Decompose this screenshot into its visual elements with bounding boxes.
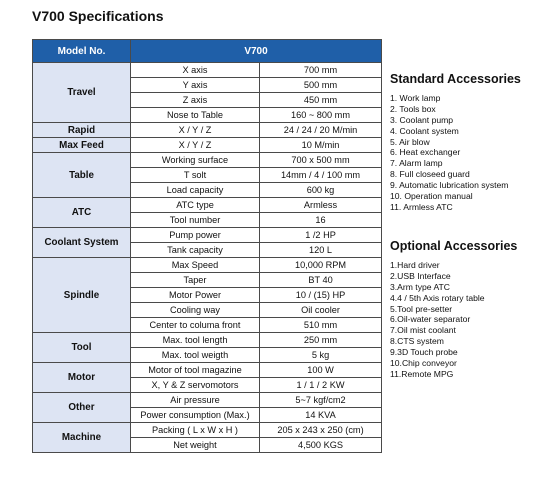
spec-value-cell: 600 kg <box>260 183 382 198</box>
table-row <box>33 258 382 273</box>
spec-item-cell: Center to columa front <box>131 318 260 333</box>
spec-item-cell: X / Y / Z <box>131 123 260 138</box>
table-row <box>33 423 382 438</box>
table-row <box>33 198 382 213</box>
spec-value-cell: 700 x 500 mm <box>260 153 382 168</box>
spec-value-cell: 100 W <box>260 363 382 378</box>
list-item: 8.CTS system <box>390 336 444 347</box>
category-cell: Machine <box>33 423 131 453</box>
spec-value-cell: 250 mm <box>260 333 382 348</box>
table-header-row <box>33 40 382 63</box>
spec-value-cell: 120 L <box>260 243 382 258</box>
list-item: 10.Chip conveyor <box>390 358 457 369</box>
spec-value-cell: 14 KVA <box>260 408 382 423</box>
category-cell: Motor <box>33 363 131 393</box>
spec-item-cell: Tool number <box>131 213 260 228</box>
spec-value-cell: Armless <box>260 198 382 213</box>
list-item: 5.Tool pre-setter <box>390 303 453 314</box>
list-item: 1.Hard driver <box>390 259 440 270</box>
spec-value-cell: 10 M/min <box>260 138 382 153</box>
list-item: 7. Alarm lamp <box>390 158 443 169</box>
list-item: 1. Work lamp <box>390 92 441 103</box>
spec-value-cell: 4,500 KGS <box>260 438 382 453</box>
list-item: 10. Operation manual <box>390 191 473 202</box>
optional-accessories-heading: Optional Accessories <box>390 239 518 253</box>
spec-value-cell: 160 ~ 800 mm <box>260 108 382 123</box>
spec-item-cell: Tank capacity <box>131 243 260 258</box>
list-item: 6.Oil-water separator <box>390 314 471 325</box>
category-cell: Other <box>33 393 131 423</box>
spec-value-cell: 14mm / 4 / 100 mm <box>260 168 382 183</box>
list-item: 9.3D Touch probe <box>390 347 458 358</box>
table-row <box>33 63 382 78</box>
table-row <box>33 138 382 153</box>
spec-item-cell: Motor Power <box>131 288 260 303</box>
spec-value-cell: 510 mm <box>260 318 382 333</box>
spec-item-cell: X, Y & Z servomotors <box>131 378 260 393</box>
spec-value-cell: 24 / 24 / 20 M/min <box>260 123 382 138</box>
standard-accessories-section <box>390 74 521 213</box>
category-cell: Max Feed <box>33 138 131 153</box>
list-item: 2.USB Interface <box>390 270 451 281</box>
spec-item-cell: T solt <box>131 168 260 183</box>
standard-accessories-list <box>390 93 521 213</box>
category-cell: Table <box>33 153 131 198</box>
category-cell: Coolant System <box>33 228 131 258</box>
spec-item-cell: Nose to Table <box>131 108 260 123</box>
spec-value-cell: 16 <box>260 213 382 228</box>
spec-value-cell: 500 mm <box>260 78 382 93</box>
list-item: 7.Oil mist coolant <box>390 325 456 336</box>
spec-value-cell: 700 mm <box>260 63 382 78</box>
standard-accessories-heading: Standard Accessories <box>390 72 521 86</box>
list-item: 11. Armless ATC <box>390 201 453 212</box>
spec-value-cell: 1 / 1 / 2 KW <box>260 378 382 393</box>
spec-item-cell: Taper <box>131 273 260 288</box>
spec-value-cell: 450 mm <box>260 93 382 108</box>
spec-item-cell: X / Y / Z <box>131 138 260 153</box>
spec-item-cell: Power consumption (Max.) <box>131 408 260 423</box>
spec-item-cell: Load capacity <box>131 183 260 198</box>
table-row <box>33 123 382 138</box>
spec-table <box>32 39 382 453</box>
spec-value-cell: BT 40 <box>260 273 382 288</box>
header-model-value: V700 <box>131 40 382 63</box>
list-item: 3. Coolant pump <box>390 114 454 125</box>
page-title: V700 Specifications <box>32 8 164 24</box>
list-item: 4. Coolant system <box>390 125 459 136</box>
spec-item-cell: X axis <box>131 63 260 78</box>
list-item: 2. Tools box <box>390 103 436 114</box>
category-cell: Tool <box>33 333 131 363</box>
spec-item-cell: Cooling way <box>131 303 260 318</box>
table-row <box>33 153 382 168</box>
table-row <box>33 363 382 378</box>
spec-item-cell: Working surface <box>131 153 260 168</box>
spec-item-cell: ATC type <box>131 198 260 213</box>
list-item: 4.4 / 5th Axis rotary table <box>390 292 485 303</box>
spec-item-cell: Y axis <box>131 78 260 93</box>
table-row <box>33 393 382 408</box>
spec-value-cell: 5~7 kgf/cm2 <box>260 393 382 408</box>
category-cell: Rapid <box>33 123 131 138</box>
table-row <box>33 228 382 243</box>
list-item: 5. Air blow <box>390 136 430 147</box>
spec-item-cell: Packing ( L x W x H ) <box>131 423 260 438</box>
list-item: 6. Heat exchanger <box>390 147 461 158</box>
spec-item-cell: Max. tool length <box>131 333 260 348</box>
spec-item-cell: Z axis <box>131 93 260 108</box>
spec-item-cell: Pump power <box>131 228 260 243</box>
spec-value-cell: 10,000 RPM <box>260 258 382 273</box>
spec-value-cell: 1 /2 HP <box>260 228 382 243</box>
spec-value-cell: 10 / (15) HP <box>260 288 382 303</box>
spec-item-cell: Air pressure <box>131 393 260 408</box>
spec-item-cell: Max Speed <box>131 258 260 273</box>
list-item: 3.Arm type ATC <box>390 281 451 292</box>
category-cell: ATC <box>33 198 131 228</box>
table-row <box>33 333 382 348</box>
optional-accessories-section <box>390 241 517 380</box>
spec-value-cell: Oil cooler <box>260 303 382 318</box>
category-cell: Spindle <box>33 258 131 333</box>
header-model-no: Model No. <box>33 40 131 63</box>
spec-item-cell: Max. tool weigth <box>131 348 260 363</box>
list-item: 11.Remote MPG <box>390 368 454 379</box>
list-item: 9. Automatic lubrication system <box>390 180 509 191</box>
spec-item-cell: Net weight <box>131 438 260 453</box>
category-cell: Travel <box>33 63 131 123</box>
optional-accessories-list <box>390 260 517 380</box>
list-item: 8. Full closeed guard <box>390 169 470 180</box>
spec-item-cell: Motor of tool magazine <box>131 363 260 378</box>
spec-value-cell: 5 kg <box>260 348 382 363</box>
spec-value-cell: 205 x 243 x 250 (cm) <box>260 423 382 438</box>
